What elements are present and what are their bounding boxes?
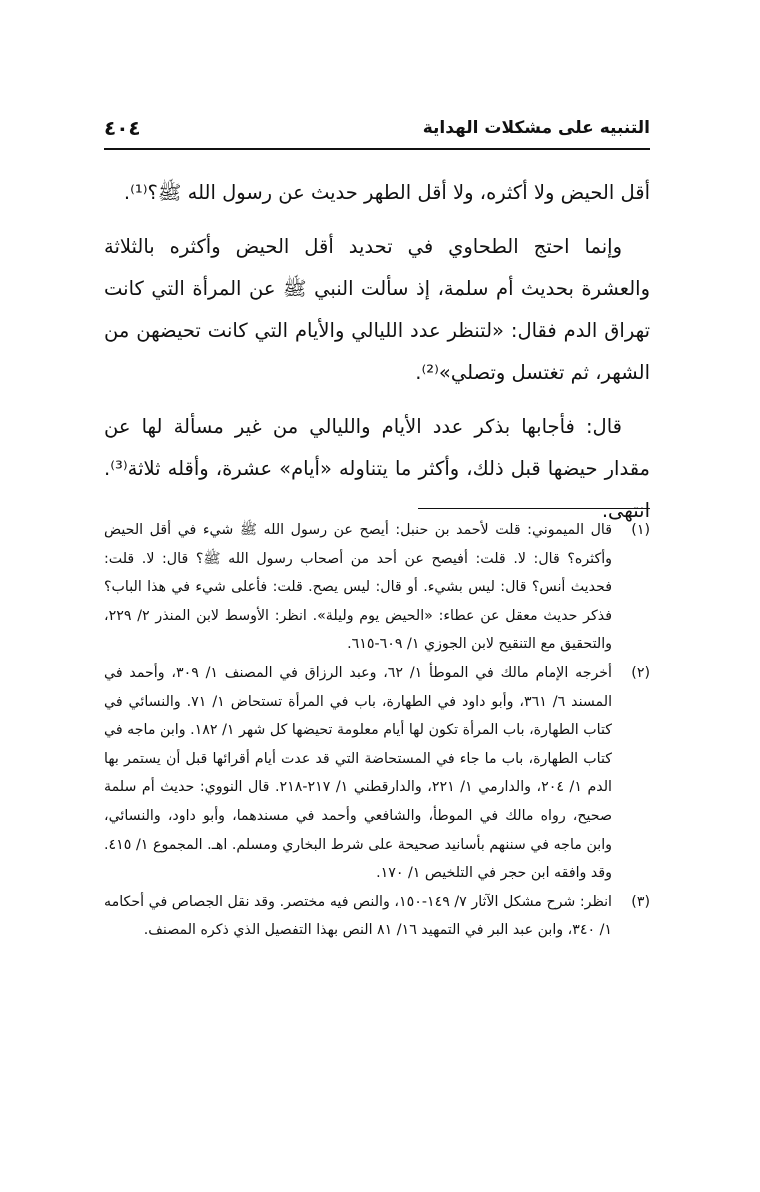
footnote-number: (٣) [631, 893, 650, 910]
body-paragraph-3: قال: فأجابها بذكر عدد الأيام والليالي من غير مسألة لها عن مقدار حيضها قبل ذلك، وأكثر ما يتناوله «أيام» عشرة، وأقله ثلاثة⁽³⁾. انتهى. [104, 415, 650, 522]
footnotes [104, 516, 650, 945]
footnote-text: قال الميموني: قلت لأحمد بن حنبل: أيصح عن رسول الله ﷺ شيء في أقل الحيض وأكثره؟ قال: لا. قلت: أفيصح عن أحد من أصحاب رسول الله ﷺ؟ قال: لا. قلت: فحديث أنس؟ قال: ليس بشيء. أو قال: ليس يصح. قلت: فأعلى شيء في هذا الباب؟ فذكر حديث معقل عن عطاء: «الحيض يوم وليلة». انظر: الأوسط لابن المنذر ٢/ ٢٢٩، والتحقيق مع التنقيح لابن الجوزي ١/ ٦٠٩-٦١٥. [104, 522, 612, 653]
page-header [104, 118, 650, 144]
footnote-3 [104, 888, 650, 945]
footnote-2 [104, 659, 650, 888]
header-divider [104, 148, 650, 150]
running-title: التنبيه على مشكلات الهداية [422, 118, 650, 138]
body-paragraph-1: أقل الحيض ولا أكثره، ولا أقل الطهر حديث عن رسول الله ﷺ؟⁽¹⁾. [123, 181, 650, 204]
page-number: ٤٠٤ [104, 116, 141, 140]
footnote-text: أخرجه الإمام مالك في الموطأ ١/ ٦٢، وعبد الرزاق في المصنف ١/ ٣٠٩، وأحمد في المسند ٦/ ٣٦١، وأبو داود في الطهارة، باب في المرأة تستحاض ١/ ٧١. والنسائي في كتاب الطهارة، باب المرأة تكون لها أيام معلومة تحيضها كل شهر ١/ ١٨٢. وابن ماجه في كتاب الطهارة، باب ما جاء في المستحاضة التي قد عدت أيام أقرائها قبل أن يستمر بها الدم ١/ ٢٠٤، والدارمي ١/ ٢٢١، والدارقطني ١/ ٢١٧-٢١٨. قال النووي: حديث أم سلمة صحيح، رواه مالك في الموطأ، والشافعي وأحمد في مسندهما، وأبو داود، والنسائي، وابن ماجه في سننهم بأسانيد صحيحة على شرط البخاري ومسلم. اهـ. المجموع ١/ ٤١٥. وقد وافقه ابن حجر في التلخيص ١/ ١٧٠. [104, 664, 613, 882]
footnote-number: (٢) [631, 664, 650, 681]
body-paragraph-2: وإنما احتج الطحاوي في تحديد أقل الحيض وأكثره بالثلاثة والعشرة بحديث أم سلمة، إذ سألت النبي ﷺ عن المرأة التي كانت تهراق الدم فقال: «لتنظر عدد الليالي والأيام التي كانت تحيضهن من الشهر، ثم تغتسل وتصلي»⁽²⁾. [104, 235, 650, 384]
main-text [104, 172, 650, 544]
footnote-text: انظر: شرح مشكل الآثار ٧/ ١٤٩-١٥٠، والنص فيه مختصر. وقد نقل الجصاص في أحكامه ١/ ٣٤٠، وابن عبد البر في التمهيد ١٦/ ٨١ النص بهذا التفصيل الذي ذكره المصنف. [104, 893, 613, 939]
footnote-divider [418, 508, 650, 509]
footnote-number: (١) [631, 522, 650, 538]
footnote-1 [104, 516, 650, 659]
